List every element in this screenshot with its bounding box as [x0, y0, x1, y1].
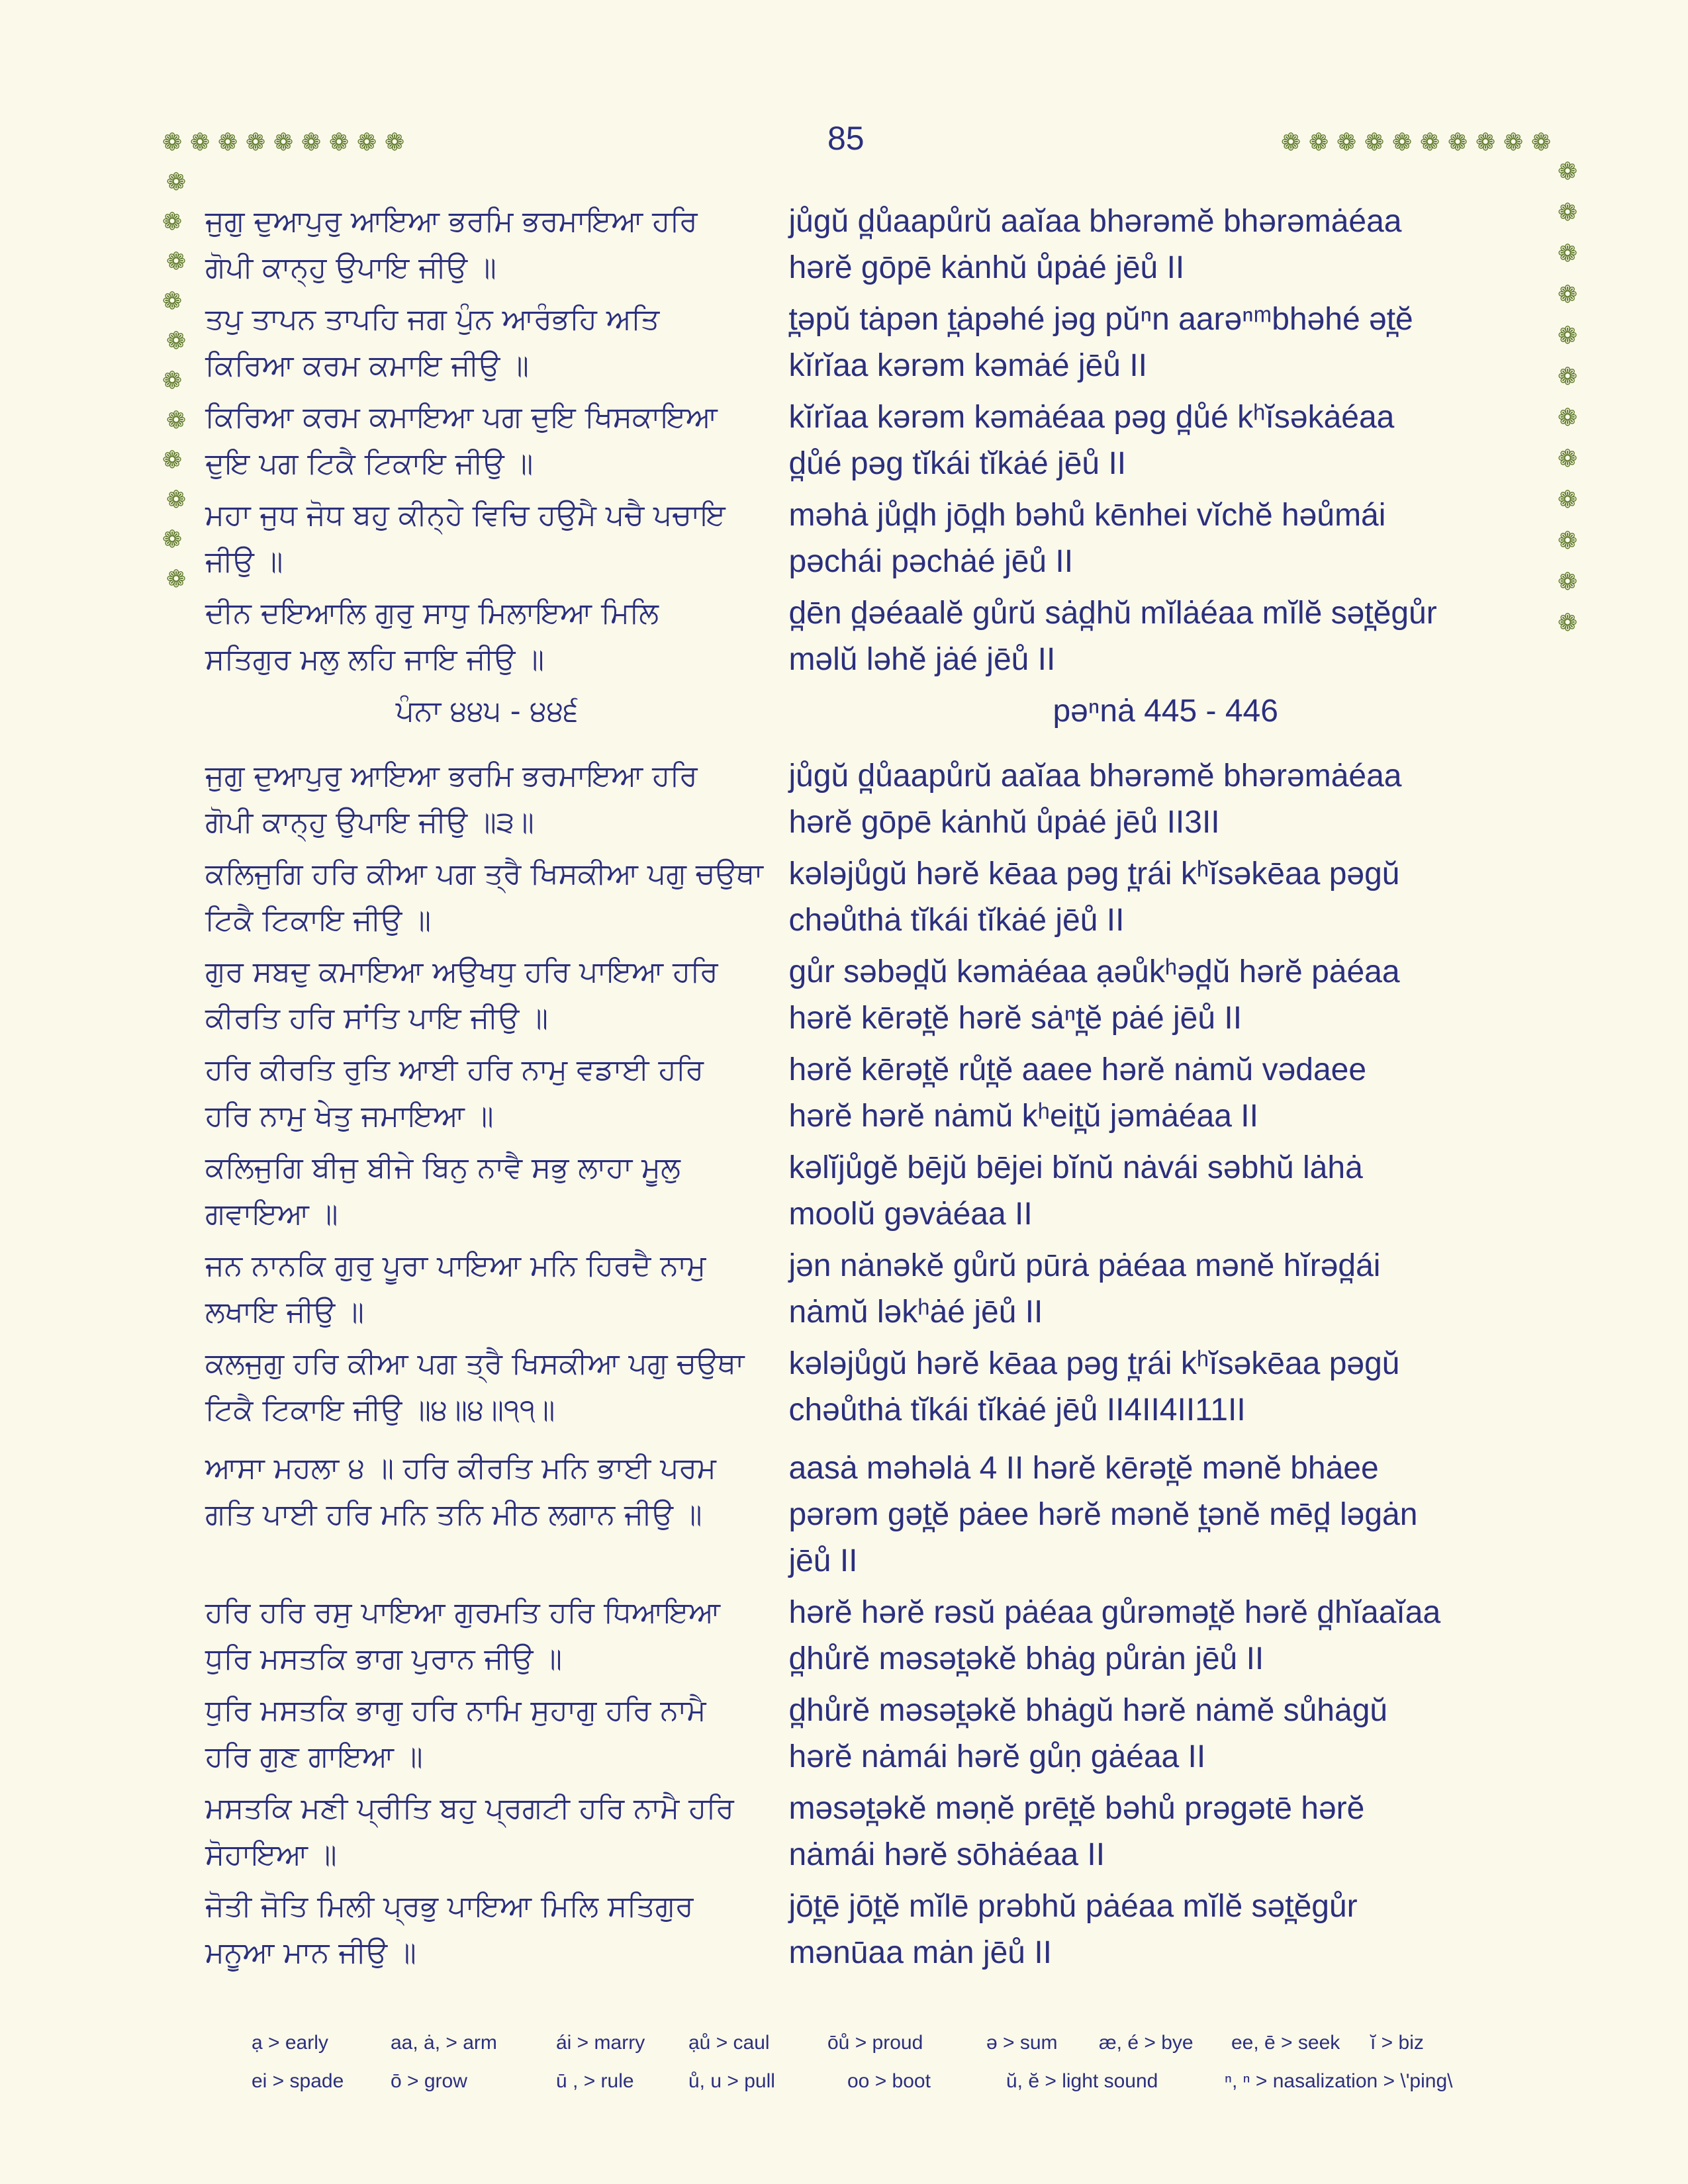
flower-ornament-icon: ❁ — [162, 447, 183, 474]
gurmukhi-text: ਜੋਤੀ ਜੋਤਿ ਮਿਲੀ ਪ੍ਰਭੁ ਪਾਇਆ ਮਿਲਿ ਸਤਿਗੁਰ ਮਨੂਆ ਮਾਨ ਜੀਉ ॥ — [205, 1889, 694, 1970]
flower-ornament-icon: ❁ — [1558, 486, 1578, 514]
flower-ornament-icon: ❁ — [1558, 322, 1578, 349]
legend-item: ů, u > pull — [688, 2070, 775, 2092]
gurmukhi-text: ਹਰਿ ਕੀਰਤਿ ਰੁਤਿ ਆਈ ਹਰਿ ਨਾਮੁ ਵਡਾਈ ਹਰਿ ਹਰਿ ਨਾਮੁ ਖੇਤੁ ਜਮਾਇਆ ॥ — [205, 1053, 704, 1133]
legend-item: ə > sum — [986, 2032, 1058, 2054]
flower-ornament-icon: ❁ — [1364, 129, 1385, 156]
gurmukhi-text: ਆਸਾ ਮਹਲਾ ੪ ॥ ਹਰਿ ਕੀਰਤਿ ਮਨਿ ਭਾਈ ਪਰਮ ਗਤਿ ਪਾਈ ਹਰਿ ਮਨਿ ਤਨਿ ਮੀਠ ਲਗਾਨ ਜੀਉ ॥ — [205, 1451, 716, 1531]
verse-row — [205, 1590, 1542, 1682]
legend-item: ái > marry — [556, 2032, 645, 2054]
flower-ornament-icon: ❁ — [166, 566, 187, 593]
flower-ornament-icon: ❁ — [218, 129, 238, 156]
transliteration-text: jůgŭ d̪ůaapůrŭ aaĭaa bhərəmĕ bhərəmȧéaa hərĕ gōpē kȧnhŭ ůpȧé jēů II3II — [788, 758, 1402, 840]
transliteration-text: aasȧ məhəlȧ 4 II hərĕ kērət̪ĕ mənĕ bhȧee pərəm gət̪ĕ pȧee hərĕ mənĕ t̪ənĕ mēd̪ ləgȧn jēů II — [788, 1451, 1418, 1578]
legend-item: ạ > early — [252, 2032, 328, 2054]
verse-row — [205, 394, 1542, 487]
verse-row — [205, 1688, 1542, 1780]
verse-row — [205, 753, 1542, 846]
legend-item: ū , > rule — [556, 2070, 634, 2092]
pana-translit: pəⁿnȧ 445 - 446 — [1053, 694, 1278, 729]
flower-ornament-icon: ❁ — [1448, 129, 1468, 156]
flower-ornament-icon: ❁ — [1503, 129, 1524, 156]
flower-ornament-icon: ❁ — [190, 129, 211, 156]
gurmukhi-text: ਧੁਰਿ ਮਸਤਕਿ ਭਾਗੁ ਹਰਿ ਨਾਮਿ ਸੁਹਾਗੁ ਹਰਿ ਨਾਮੈ ਹਰਿ ਗੁਣ ਗਾਇਆ ॥ — [205, 1694, 706, 1774]
flower-ornament-icon: ❁ — [1531, 129, 1552, 156]
legend-item: aa, ȧ, > arm — [391, 2032, 497, 2054]
flower-ornament-icon: ❁ — [166, 407, 187, 434]
transliteration-text: kələjůgŭ hərĕ kēaa pəg t̪rái kʰĭsəkēaa pəgŭ chəůthȧ tĭkái tĭkȧé jēů II4II4II11II — [788, 1346, 1400, 1428]
gurmukhi-text: ਕਲਜੁਗੁ ਹਰਿ ਕੀਆ ਪਗ ਤ੍ਰੈ ਖਿਸਕੀਆ ਪਗੁ ਚਉਥਾ ਟਿਕੈ ਟਿਕਾਇ ਜੀਉ ॥੪॥੪॥੧੧॥ — [205, 1347, 745, 1427]
gurmukhi-text: ਮਹਾ ਜੁਧ ਜੋਧ ਬਹੁ ਕੀਨ੍ਹੇ ਵਿਚਿ ਹਉਮੈ ਪਚੈ ਪਚਾਇ ਜੀਉ ॥ — [205, 498, 726, 578]
transliteration-text: hərĕ kērət̪ĕ růt̪ĕ aaee hərĕ nȧmŭ vədaee hərĕ hərĕ nȧmŭ kʰeit̪ŭ jəmȧéaa II — [788, 1052, 1367, 1134]
verse-row — [205, 949, 1542, 1042]
flower-ornament-icon: ❁ — [1281, 129, 1301, 156]
legend-item: ō > grow — [391, 2070, 467, 2092]
flower-ornament-icon: ❁ — [273, 129, 294, 156]
flower-ornament-icon: ❁ — [162, 129, 183, 156]
flower-ornament-icon: ❁ — [1309, 129, 1329, 156]
transliteration-text: məhȧ jůd̪h jōd̪h bəhů kēnhei vĭchĕ həůmái pəchái pəchȧé jēů II — [788, 498, 1386, 579]
verse-row — [205, 199, 1542, 291]
legend-item: ei > spade — [252, 2070, 344, 2092]
flower-ornament-icon: ❁ — [1558, 445, 1578, 473]
verse-row — [205, 1884, 1542, 1976]
flower-ornament-icon: ❁ — [166, 169, 187, 196]
legend-item: ⁿ, ⁿ > nasalization > \'ping\ — [1225, 2070, 1453, 2092]
flower-ornament-icon: ❁ — [162, 288, 183, 315]
transliteration-text: məsət̪əkĕ məṇĕ prēt̪ĕ bəhů prəgətē hərĕ nȧmái hərĕ sōhȧéaa II — [788, 1791, 1365, 1872]
flower-ornament-icon: ❁ — [166, 328, 187, 355]
verse-block-b — [205, 753, 1542, 1433]
flower-ornament-icon: ❁ — [162, 208, 183, 236]
flower-ornament-icon: ❁ — [1336, 129, 1357, 156]
gurmukhi-text: ਜਨ ਨਾਨਕਿ ਗੁਰੁ ਪੂਰਾ ਪਾਇਆ ਮਨਿ ਹਿਰਦੈ ਨਾਮੁ ਲਖਾਇ ਜੀਉ ॥ — [205, 1249, 706, 1329]
flower-ornament-icon: ❁ — [1558, 569, 1578, 596]
gurmukhi-text: ਕਲਿਜੁਗਿ ਬੀਜੁ ਬੀਜੇ ਬਿਨੁ ਨਾਵੈ ਸਭੁ ਲਾਹਾ ਮੂਲੁ ਗਵਾਇਆ ॥ — [205, 1151, 680, 1231]
gurmukhi-text: ਹਰਿ ਹਰਿ ਰਸੁ ਪਾਇਆ ਗੁਰਮਤਿ ਹਰਿ ਧਿਆਇਆ ਧੁਰਿ ਮਸਤਕਿ ਭਾਗ ਪੁਰਾਨ ਜੀਉ ॥ — [205, 1596, 721, 1676]
flower-ornament-icon: ❁ — [1558, 363, 1578, 390]
gurmukhi-text: ਕਲਿਜੁਗਿ ਹਰਿ ਕੀਆ ਪਗ ਤ੍ਰੈ ਖਿਸਕੀਆ ਪਗੁ ਚਉਥਾ ਟਿਕੈ ਟਿਕਾਇ ਜੀਉ ॥ — [205, 857, 763, 937]
flower-ornament-icon: ❁ — [1558, 158, 1578, 185]
transliteration-text: t̪əpŭ tȧpən t̪ȧpəhé jəg pŭⁿn aarəⁿᵐbhəhé ət̪ĕ kĭrĭaa kərəm kəmȧé jēů II — [788, 302, 1413, 383]
verse-table — [205, 199, 1542, 1981]
legend-item: æ, é > bye — [1099, 2032, 1194, 2054]
flower-ornament-icon: ❁ — [166, 248, 187, 275]
flower-ornament-icon: ❁ — [1558, 281, 1578, 308]
flower-ornament-icon: ❁ — [162, 526, 183, 553]
legend-item: ee, ē > seek — [1231, 2032, 1340, 2054]
flower-ornament-icon: ❁ — [329, 129, 350, 156]
flower-ornament-icon: ❁ — [246, 129, 266, 156]
flower-ornament-icon: ❁ — [357, 129, 377, 156]
legend-item: ĭ > biz — [1370, 2032, 1424, 2054]
flower-ornament-icon: ❁ — [1558, 240, 1578, 267]
gurmukhi-text: ਗੁਰ ਸਬਦੁ ਕਮਾਇਆ ਅਉਖਧੁ ਹਰਿ ਪਾਇਆ ਹਰਿ ਕੀਰਤਿ ਹਰਿ ਸਾਂਤਿ ਪਾਇ ਜੀਉ ॥ — [205, 955, 718, 1035]
gurmukhi-text: ਮਸਤਕਿ ਮਣੀ ਪ੍ਰੀਤਿ ਬਹੁ ਪ੍ਰਗਟੀ ਹਰਿ ਨਾਮੈ ਹਰਿ ਸੋਹਾਇਆ ॥ — [205, 1792, 734, 1872]
legend-item: ōů > proud — [827, 2032, 923, 2054]
transliteration-text: gůr səbəd̪ŭ kəmȧéaa ạəůkʰəd̪ŭ hərĕ pȧéaa hərĕ kērət̪ĕ hərĕ sȧⁿt̪ĕ pȧé jēů II — [788, 954, 1400, 1036]
verse-row — [205, 1243, 1542, 1336]
transliteration-text: jōt̪ē jōt̪ĕ mĭlē prəbhŭ pȧéaa mĭlĕ sət̪ĕgůr mənūaa mȧn jēů II — [788, 1889, 1358, 1970]
transliteration-text: jůgŭ d̪ůaapůrŭ aaĭaa bhərəmĕ bhərəmȧéaa hərĕ gōpē kȧnhŭ ůpȧé jēů II — [788, 204, 1402, 285]
flower-ornament-icon: ❁ — [1558, 527, 1578, 555]
gurmukhi-text: ਕਿਰਿਆ ਕਰਮ ਕਮਾਇਆ ਪਗ ਦੁਇ ਖਿਸਕਾਇਆ ਦੁਇ ਪਗ ਟਿਕੈ ਟਿਕਾਇ ਜੀਉ ॥ — [205, 400, 718, 480]
transliteration-text: jən nȧnəkĕ gůrŭ pūrȧ pȧéaa mənĕ hĭrəd̪ái nȧmŭ ləkʰȧé jēů II — [788, 1248, 1381, 1330]
legend-item: ạů > caul — [688, 2032, 770, 2054]
legend-item: ŭ, ĕ > light sound — [1006, 2070, 1158, 2092]
verse-row — [205, 1445, 1542, 1584]
flower-ornament-icon: ❁ — [1392, 129, 1413, 156]
flower-ornament-icon: ❁ — [1558, 199, 1578, 226]
verse-block-c — [205, 1445, 1542, 1976]
transliteration-text: d̪ēn d̪əéaalĕ gůrŭ sȧd̪hŭ mĭlȧéaa mĭlĕ sət̪ĕgůr məlŭ ləhĕ jȧé jēů II — [788, 596, 1437, 677]
verse-row — [205, 492, 1542, 585]
verse-block-a — [205, 199, 1542, 683]
legend-item: oo > boot — [847, 2070, 931, 2092]
legend-row — [252, 2070, 1503, 2109]
gurmukhi-text: ਜੁਗੁ ਦੁਆਪੁਰੁ ਆਇਆ ਭਰਮਿ ਭਰਮਾਇਆ ਹਰਿ ਗੋਪੀ ਕਾਨ੍ਹੁ ਉਪਾਇ ਜੀਉ ॥ — [205, 205, 698, 285]
gurmukhi-text: ਤਪੁ ਤਾਪਨ ਤਾਪਹਿ ਜਗ ਪੁੰਨ ਆਰੰਭਹਿ ਅਤਿ ਕਿਰਿਆ ਕਰਮ ਕਮਾਇ ਜੀਉ ॥ — [205, 302, 660, 383]
verse-row — [205, 851, 1542, 944]
pana-gurmukhi: ਪੰਨਾ ੪੪੫ - ੪੪੬ — [395, 694, 579, 728]
page-reference — [205, 688, 1542, 735]
transliteration-text: kəlĭjůgĕ bējŭ bējei bĭnŭ nȧvái səbhŭ lȧhȧ moolŭ gəvȧéaa II — [788, 1150, 1363, 1232]
flower-ornament-icon: ❁ — [1420, 129, 1440, 156]
transliteration-text: hərĕ hərĕ rəsŭ pȧéaa gůrəmət̪ĕ hərĕ d̪hĭaaĭaa d̪hůrĕ məsət̪əkĕ bhȧg půrȧn jēů II — [788, 1595, 1441, 1676]
transliteration-text: d̪hůrĕ məsət̪əkĕ bhȧgŭ hərĕ nȧmĕ sůhȧgŭ hərĕ nȧmái hərĕ gůṇ gȧéaa II — [788, 1693, 1388, 1774]
flower-ornament-icon: ❁ — [385, 129, 405, 156]
flower-ornament-icon: ❁ — [301, 129, 322, 156]
transliteration-text: kĭrĭaa kərəm kəmȧéaa pəg d̪ůé kʰĭsəkȧéaa d̪ůé pəg tĭkái tĭkȧé jēů II — [788, 400, 1395, 481]
flower-ornament-icon: ❁ — [1476, 129, 1496, 156]
verse-row — [205, 1786, 1542, 1878]
legend-row — [252, 2032, 1503, 2070]
verse-row — [205, 296, 1542, 389]
pronunciation-legend — [252, 2032, 1503, 2109]
page-number: 85 — [827, 120, 865, 157]
flower-ornament-icon: ❁ — [162, 367, 183, 394]
verse-row — [205, 590, 1542, 683]
flower-ornament-icon: ❁ — [1558, 610, 1578, 637]
flower-ornament-icon: ❁ — [166, 486, 187, 514]
gurmukhi-text: ਜੁਗੁ ਦੁਆਪੁਰੁ ਆਇਆ ਭਰਮਿ ਭਰਮਾਇਆ ਹਰਿ ਗੋਪੀ ਕਾਨ੍ਹੁ ਉਪਾਇ ਜੀਉ ॥੩॥ — [205, 759, 698, 839]
transliteration-text: kələjůgŭ hərĕ kēaa pəg t̪rái kʰĭsəkēaa pəgŭ chəůthȧ tĭkái tĭkȧé jēů II — [788, 856, 1400, 938]
verse-row — [205, 1341, 1542, 1433]
verse-row — [205, 1047, 1542, 1140]
flower-ornament-icon: ❁ — [1558, 404, 1578, 432]
verse-row — [205, 1145, 1542, 1238]
gurmukhi-text: ਦੀਨ ਦਇਆਲਿ ਗੁਰੁ ਸਾਧੁ ਮਿਲਾਇਆ ਮਿਲਿ ਸਤਿਗੁਰ ਮਲੁ ਲਹਿ ਜਾਇ ਜੀਉ ॥ — [205, 596, 659, 676]
